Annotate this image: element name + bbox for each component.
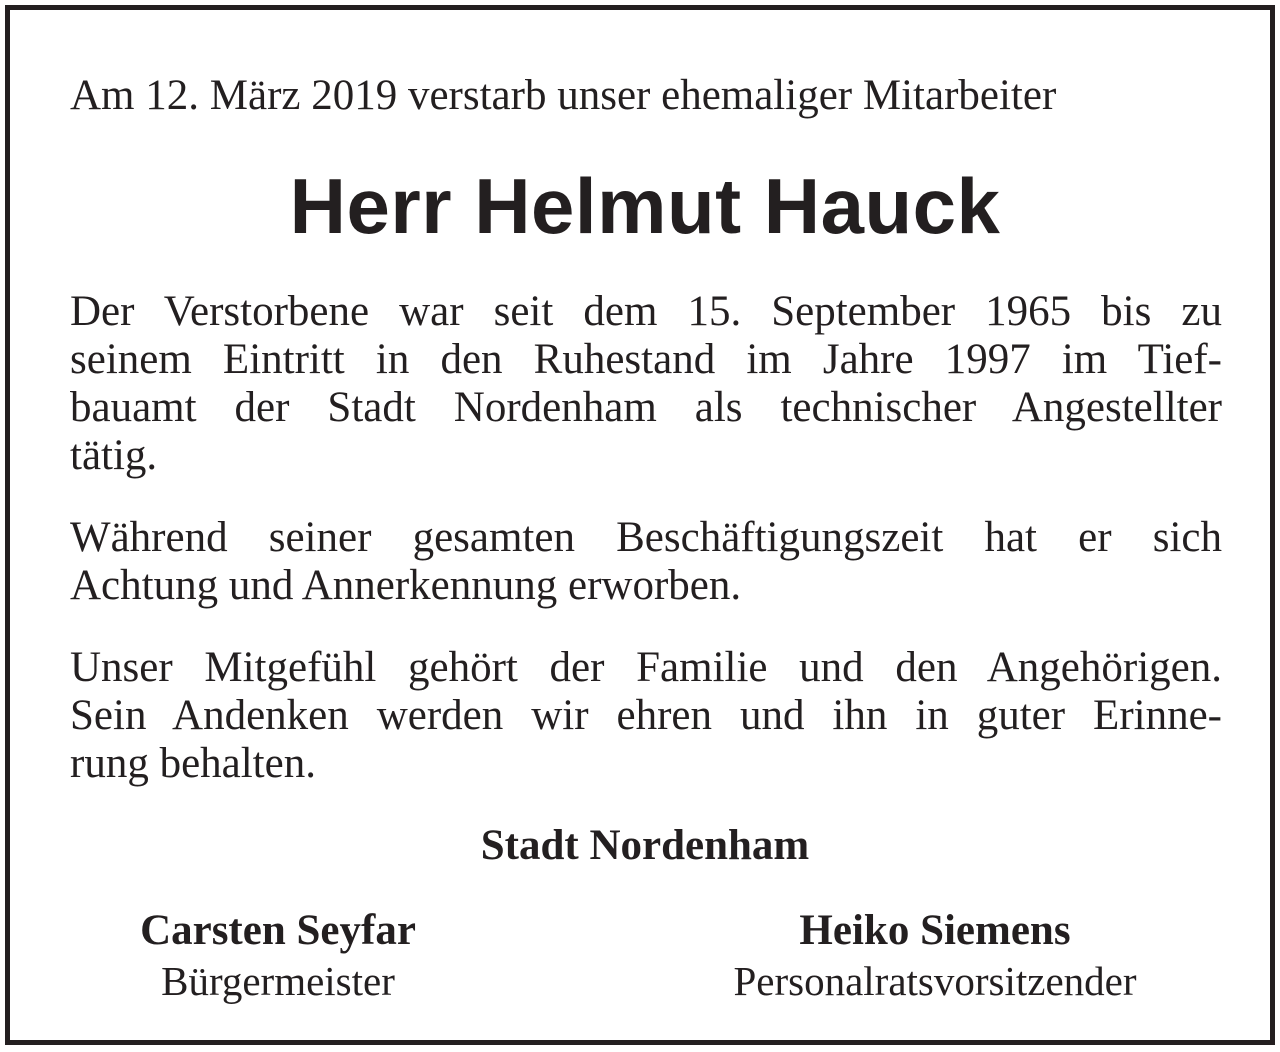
paragraph-line: Unser Mitgefühl gehört der Familie und den Angehörigen. <box>70 644 1222 691</box>
signatory-mayor <box>78 902 478 1002</box>
signatory-staff-council <box>650 902 1220 1002</box>
intro-line: Am 12. März 2019 verstarb unser ehemaliger Mitarbeiter <box>70 72 1057 119</box>
paragraph-line: bauamt der Stadt Nordenham als technischer Angestellter <box>70 384 1222 431</box>
condolence-paragraph <box>70 644 1222 788</box>
signatory-role: Personalratsvorsitzender <box>733 958 1137 1004</box>
obituary-notice <box>5 5 1275 1045</box>
organization-name: Stadt Nordenham <box>480 822 810 869</box>
paragraph-line: Achtung und Annerkennung erworben. <box>70 562 742 609</box>
paragraph-line: Sein Andenken werden wir ehren und ihn in guter Erinne- <box>70 692 1222 739</box>
paragraph-line: seinem Eintritt in den Ruhestand im Jahre 1997 im Tief- <box>70 336 1222 383</box>
appreciation-paragraph <box>70 514 1222 610</box>
signatory-name: Carsten Seyfar <box>140 907 416 954</box>
career-paragraph <box>70 288 1222 480</box>
paragraph-line: tätig. <box>70 432 158 479</box>
deceased-name: Herr Helmut Hauck <box>289 162 1001 250</box>
signatory-name: Heiko Siemens <box>799 907 1071 954</box>
signatory-role: Bürgermeister <box>161 958 395 1004</box>
paragraph-line: Der Verstorbene war seit dem 15. September 1965 bis zu <box>70 288 1222 335</box>
paragraph-line: Während seiner gesamten Beschäftigungszeit hat er sich <box>70 514 1222 561</box>
paragraph-line: rung behalten. <box>70 740 316 787</box>
